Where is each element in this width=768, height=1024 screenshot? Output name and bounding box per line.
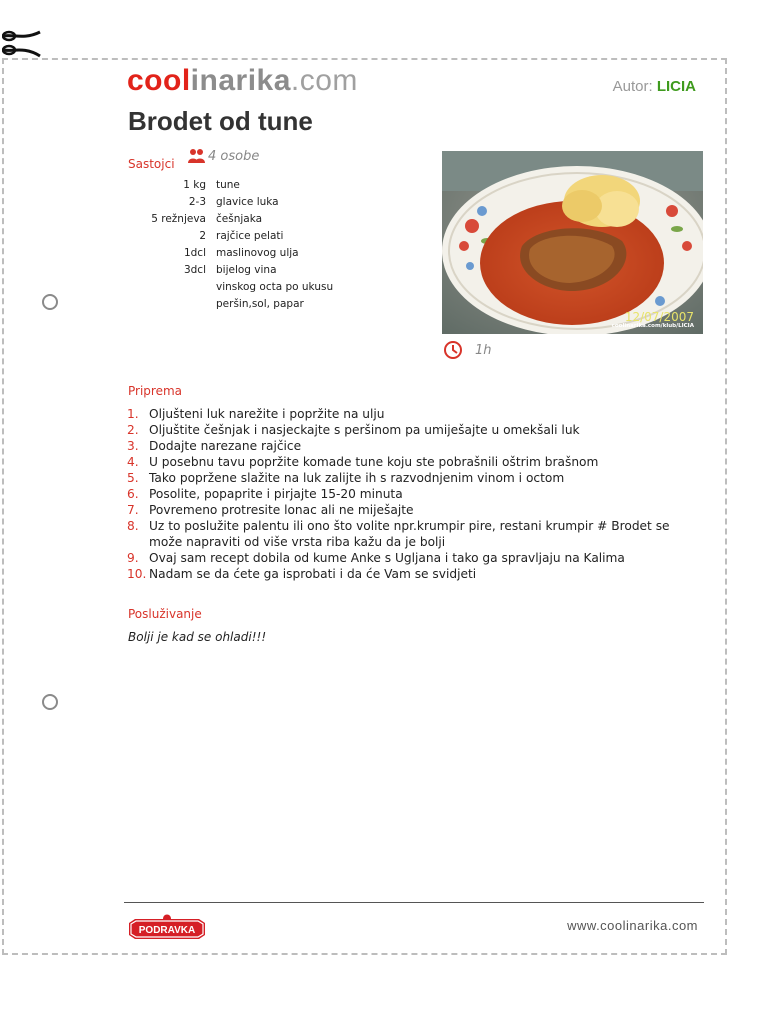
step-number: 8.	[127, 519, 139, 533]
ingredient-name: maslinovog ulja	[216, 247, 299, 259]
step-number: 3.	[127, 439, 139, 453]
ingredient-name: glavice luka	[216, 196, 279, 208]
ingredient-row	[140, 298, 333, 315]
author-name: LICIA	[656, 78, 696, 95]
punch-hole-top	[42, 294, 58, 310]
cooking-time	[443, 340, 492, 360]
ingredient-qty: 2-3	[188, 196, 206, 208]
step-item	[127, 486, 697, 502]
ingredient-name: rajčice pelati	[216, 230, 284, 242]
ingredient-row	[140, 247, 333, 264]
photo-watermark: coolinarika.com/klub/LICIA	[611, 323, 694, 329]
ingredient-name: vinskog octa po ukusu	[216, 281, 334, 293]
step-item	[127, 438, 697, 454]
recipe-photo	[442, 151, 703, 334]
servings-value: 4 osobe	[208, 148, 260, 164]
step-item	[127, 566, 697, 582]
ingredient-row	[140, 264, 333, 281]
punch-hole-bottom	[42, 694, 58, 710]
step-text: Povremeno protresite lonac ali ne miješajte	[149, 503, 414, 517]
footer-website: www.coolinarika.com	[567, 918, 698, 933]
step-number: 10.	[127, 567, 147, 581]
ingredient-row	[140, 196, 333, 213]
step-text: Uz to poslužite palentu ili ono što volite npr.krumpir pire, restani krumpir # Brodet se može napraviti od više vrsta riba kažu da je bolji	[149, 519, 670, 549]
podravka-logo	[127, 911, 207, 943]
ingredient-row	[140, 281, 333, 298]
clock-icon	[443, 340, 463, 360]
ingredient-name: tune	[216, 179, 240, 191]
step-text: Oljušteni luk narežite i popržite na ulju	[149, 407, 385, 421]
step-number: 5.	[127, 471, 139, 485]
ingredient-qty: 1dcl	[183, 247, 206, 259]
step-item	[127, 470, 697, 486]
ingredient-qty	[140, 298, 216, 315]
ingredients-list	[140, 179, 333, 315]
ingredient-name: peršin,sol, papar	[216, 298, 304, 310]
step-number: 1.	[127, 407, 139, 421]
step-text: Tako popržene slažite na luk zalijte ih s razvodnjenim vinom i octom	[149, 471, 565, 485]
ingredient-qty	[140, 281, 216, 298]
step-number: 9.	[127, 551, 139, 565]
step-text: Oljuštite češnjak i nasjeckajte s peršinom pa umiješajte u omekšali luk	[149, 423, 580, 437]
step-item	[127, 422, 697, 438]
step-number: 4.	[127, 455, 139, 469]
step-text: Posolite, popaprite i pirjajte 15-20 minuta	[149, 487, 403, 501]
step-text: U posebnu tavu popržite komade tune koju ste pobrašnili oštrim brašnom	[149, 455, 599, 469]
ingredients-heading: Sastojci	[128, 157, 175, 171]
ingredient-qty: 5 režnjeva	[151, 213, 206, 225]
step-item	[127, 454, 697, 470]
step-text: Dodajte narezane rajčice	[149, 439, 302, 453]
step-item	[127, 502, 697, 518]
preparation-steps	[127, 406, 697, 582]
author-label: Autor:	[612, 78, 653, 95]
ingredient-name: bijelog vina	[216, 264, 277, 276]
step-number: 2.	[127, 423, 139, 437]
ingredient-row	[140, 230, 333, 247]
ingredient-name: češnjaka	[216, 213, 263, 225]
servings	[187, 148, 259, 164]
cooking-time-value: 1h	[475, 342, 492, 358]
photo-date: 12/07/2007	[624, 310, 694, 324]
ingredient-qty: 3dcl	[183, 264, 206, 276]
preparation-heading: Priprema	[128, 384, 183, 398]
serving-heading: Posluživanje	[128, 607, 202, 621]
step-item	[127, 406, 697, 422]
people-icon	[187, 148, 207, 164]
scissors-icon	[2, 26, 42, 60]
author	[613, 78, 696, 95]
ingredient-row	[140, 179, 333, 196]
serving-note: Bolji je kad se ohladi!!!	[128, 630, 267, 644]
footer-divider	[124, 902, 704, 903]
ingredient-qty: 1 kg	[183, 179, 206, 191]
svg-text:PODRAVKA: PODRAVKA	[138, 925, 196, 936]
ingredient-qty: 2	[199, 230, 206, 242]
step-number: 6.	[127, 487, 139, 501]
step-item	[127, 550, 697, 566]
step-item	[127, 518, 697, 550]
step-text: Nadam se da ćete ga isprobati i da će Vam se svidjeti	[149, 567, 477, 581]
recipe-title: Brodet od tune	[128, 106, 313, 136]
step-number: 7.	[127, 503, 139, 517]
step-text: Ovaj sam recept dobila od kume Anke s Ugljana i tako ga spravljaju na Kalima	[149, 551, 625, 565]
ingredient-row	[140, 213, 333, 230]
coolinarika-logo: coolinarika.com	[127, 64, 358, 97]
